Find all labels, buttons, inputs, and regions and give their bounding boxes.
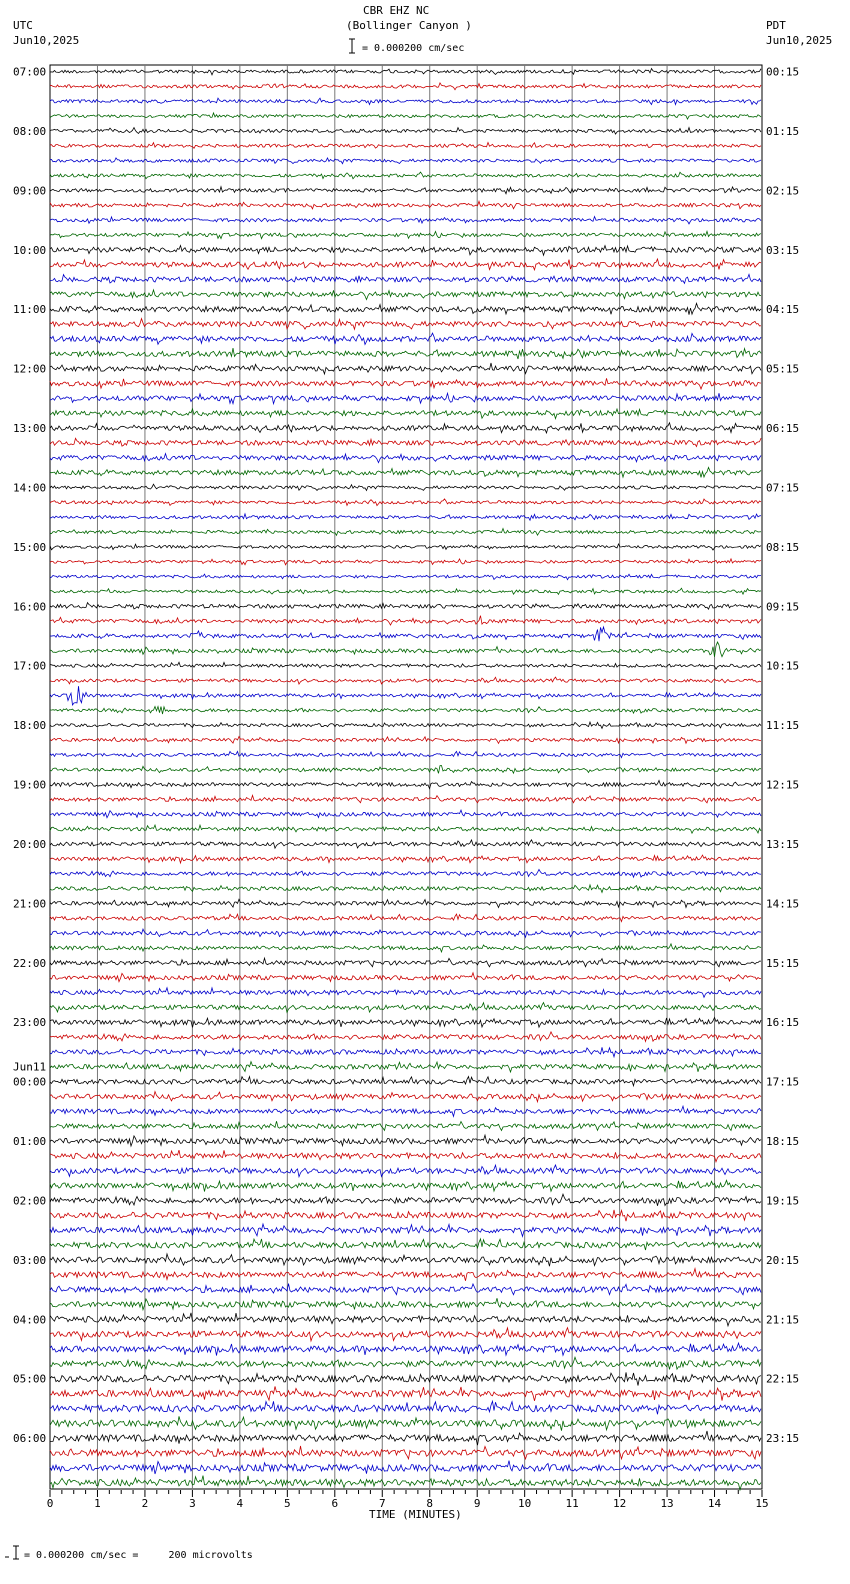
utc-hour-label: 18:00 [13, 719, 47, 733]
utc-hour-label: 15:00 [13, 540, 47, 554]
utc-hour-label: 07:00 [13, 65, 47, 79]
utc-hour-label: 14:00 [13, 481, 47, 495]
seismic-trace [50, 1386, 761, 1400]
pdt-hour-label: 05:15 [766, 362, 800, 376]
seismic-trace [50, 627, 761, 641]
right-date: Jun10,2025 [766, 34, 833, 47]
seismic-trace [50, 187, 761, 194]
utc-hour-label: 13:00 [13, 422, 47, 436]
x-tick-label: 12 [612, 1497, 627, 1510]
seismic-trace [50, 1446, 761, 1459]
seismic-trace [50, 1461, 761, 1474]
pdt-hour-label: 10:15 [766, 659, 800, 673]
utc-hour-label: 03:00 [13, 1253, 47, 1267]
seismic-trace [50, 885, 761, 893]
utc-hour-label: 19:00 [13, 778, 47, 792]
pdt-hour-label: 09:15 [766, 600, 800, 614]
seismic-trace [50, 944, 761, 952]
seismic-trace [50, 528, 761, 535]
x-tick-label: 4 [236, 1497, 244, 1510]
seismic-traces [50, 68, 761, 1489]
seismic-trace [50, 1077, 761, 1086]
x-tick-label: 6 [331, 1497, 339, 1510]
pdt-hour-label: 03:15 [766, 243, 800, 257]
seismic-trace [50, 869, 761, 877]
seismic-trace [50, 1106, 761, 1116]
seismic-trace [50, 1135, 761, 1146]
pdt-hour-label: 15:15 [766, 956, 800, 970]
seismic-trace [50, 113, 761, 119]
seismic-trace [50, 484, 761, 490]
seismic-trace [50, 1254, 761, 1266]
seismic-trace [50, 677, 761, 684]
x-tick-label: 13 [660, 1497, 674, 1510]
seismic-trace [50, 616, 761, 625]
x-tick-label: 2 [141, 1497, 149, 1510]
pdt-hour-label: 17:15 [766, 1075, 800, 1089]
pdt-hour-label: 04:15 [766, 303, 800, 317]
pdt-hour-label: 13:15 [766, 837, 800, 851]
pdt-hour-label: 18:15 [766, 1135, 800, 1149]
x-tick-label: 3 [189, 1497, 196, 1510]
seismic-trace [50, 333, 761, 344]
seismic-trace [50, 1194, 761, 1206]
seismic-trace [50, 1313, 761, 1326]
seismic-trace [50, 1401, 761, 1414]
utc-hour-label: 08:00 [13, 124, 47, 138]
utc-hour-label: 20:00 [13, 837, 47, 851]
seismic-trace [50, 303, 761, 314]
x-tick-label: 1 [94, 1497, 101, 1510]
left-timezone: UTC [13, 19, 33, 32]
pdt-hour-label: 06:15 [766, 422, 800, 436]
utc-hour-label: 10:00 [13, 243, 47, 257]
seismic-trace [50, 751, 761, 757]
seismic-trace [50, 1372, 761, 1385]
utc-hour-label: 06:00 [13, 1432, 47, 1446]
pdt-hour-label: 14:15 [766, 897, 800, 911]
seismic-trace [50, 988, 761, 998]
seismic-trace [50, 706, 761, 714]
seismic-trace [50, 1357, 761, 1369]
x-tick-label: 7 [378, 1497, 386, 1510]
pdt-hour-label: 16:15 [766, 1016, 800, 1030]
seismic-trace [50, 559, 761, 565]
seismic-trace [50, 1180, 761, 1191]
pdt-hour-label: 19:15 [766, 1194, 800, 1208]
seismic-trace [50, 128, 761, 135]
seismic-trace [50, 1298, 761, 1309]
seismic-trace [50, 1284, 761, 1295]
x-tick-label: 15 [755, 1497, 769, 1510]
location-title: (Bollinger Canyon ) [346, 19, 472, 32]
seismic-trace [50, 246, 761, 256]
seismic-trace [50, 259, 761, 270]
pdt-hour-label: 00:15 [766, 65, 800, 79]
seismic-trace [50, 1269, 761, 1281]
pdt-hour-label: 02:15 [766, 184, 800, 198]
seismic-trace [50, 603, 761, 610]
seismic-trace [50, 201, 761, 209]
seismic-trace [50, 378, 761, 389]
seismic-trace [50, 766, 761, 774]
seismic-trace [50, 1165, 761, 1177]
seismic-trace [50, 840, 761, 848]
seismic-trace [50, 722, 761, 728]
seismic-trace [50, 642, 761, 657]
left-date: Jun10,2025 [13, 34, 80, 47]
seismic-trace [50, 1018, 761, 1028]
seismic-trace [50, 1343, 761, 1356]
x-tick-label: 0 [46, 1497, 54, 1510]
seismic-trace [50, 83, 761, 90]
utc-hour-label: 05:00 [13, 1372, 47, 1386]
utc-hour-label: 22:00 [13, 956, 47, 970]
seismic-trace [50, 423, 761, 433]
seismic-trace [50, 1092, 761, 1102]
seismic-trace [50, 231, 761, 238]
seismic-trace [50, 319, 761, 330]
seismic-trace [50, 544, 761, 550]
seismic-trace [50, 467, 761, 477]
utc-hour-label: 23:00 [13, 1016, 47, 1030]
utc-hour-label: 09:00 [13, 184, 47, 198]
utc-hour-label: 11:00 [13, 303, 47, 317]
seismic-trace [50, 662, 761, 669]
pdt-hour-label: 23:15 [766, 1432, 800, 1446]
x-axis [47, 1490, 769, 1510]
seismic-trace [50, 1121, 761, 1130]
seismic-trace [50, 1328, 761, 1341]
x-tick-label: 10 [518, 1497, 532, 1510]
seismic-trace [50, 855, 761, 863]
right-timezone: PDT [766, 19, 786, 32]
seismic-trace [50, 438, 761, 446]
x-tick-label: 8 [426, 1497, 434, 1510]
seismic-trace [50, 172, 761, 179]
seismic-trace [50, 1239, 761, 1250]
seismic-trace [50, 1210, 761, 1221]
seismic-trace [50, 158, 761, 164]
seismic-trace [50, 1003, 761, 1013]
seismic-trace [50, 1150, 761, 1162]
seismic-trace [50, 914, 761, 921]
x-axis-label: TIME (MINUTES) [369, 1508, 462, 1521]
calibration-bar-icon [4, 1545, 20, 1561]
seismic-trace [50, 574, 761, 579]
seismic-trace [50, 737, 761, 744]
seismic-trace [50, 1224, 761, 1236]
scale-text: = 0.000200 cm/sec [362, 43, 465, 54]
seismic-trace [50, 393, 761, 404]
pdt-hour-label: 08:15 [766, 540, 800, 554]
seismic-trace [50, 686, 761, 705]
pdt-hour-label: 21:15 [766, 1313, 800, 1327]
pdt-hour-label: 01:15 [766, 124, 800, 138]
seismic-trace [50, 588, 761, 594]
seismic-trace [50, 274, 761, 283]
seismic-trace [50, 290, 761, 300]
seismic-trace [50, 454, 761, 463]
x-tick-label: 5 [284, 1497, 291, 1510]
pdt-hour-label: 07:15 [766, 481, 800, 495]
pdt-hour-label: 20:15 [766, 1253, 800, 1267]
utc-hour-label: 17:00 [13, 659, 47, 673]
calibration-text: = 0.000200 cm/sec = 200 microvolts [24, 1550, 253, 1561]
utc-hour-label: 16:00 [13, 600, 47, 614]
utc-hour-label: 02:00 [13, 1194, 47, 1208]
x-tick-label: 9 [473, 1497, 481, 1510]
utc-hour-label: 21:00 [13, 897, 47, 911]
x-tick-label: 14 [707, 1497, 722, 1510]
utc-hour-label: 00:00 [13, 1075, 47, 1089]
seismic-trace [50, 1047, 761, 1056]
seismic-trace [50, 795, 761, 802]
seismic-trace [50, 1032, 761, 1042]
seismic-trace [50, 1476, 761, 1490]
utc-hour-label: 04:00 [13, 1313, 47, 1327]
seismic-trace [50, 958, 761, 967]
seismic-trace [50, 348, 761, 359]
utc-hour-label: 12:00 [13, 362, 47, 376]
seismic-trace [50, 68, 761, 74]
seismic-trace [50, 929, 761, 937]
seismic-trace [50, 810, 761, 818]
seismic-trace [50, 217, 761, 224]
seismic-trace [50, 409, 761, 419]
seismic-trace [50, 973, 761, 982]
pdt-hour-label: 22:15 [766, 1372, 800, 1386]
seismic-trace [50, 143, 761, 149]
utc-date-change-label: Jun11 [13, 1060, 47, 1074]
pdt-hour-label: 11:15 [766, 719, 800, 733]
utc-hour-label: 01:00 [13, 1135, 47, 1149]
pdt-hour-label: 12:15 [766, 778, 800, 792]
seismic-trace [50, 1416, 761, 1430]
seismic-trace [50, 363, 761, 374]
seismic-trace [50, 514, 761, 520]
seismic-trace [50, 825, 761, 833]
x-tick-label: 11 [565, 1497, 579, 1510]
seismic-trace [50, 899, 761, 907]
seismic-trace [50, 1431, 761, 1445]
seismic-trace [50, 499, 761, 506]
seismic-trace [50, 98, 761, 104]
seismic-trace [50, 1062, 761, 1072]
seismic-trace [50, 780, 761, 788]
station-title: CBR EHZ NC [363, 4, 430, 17]
